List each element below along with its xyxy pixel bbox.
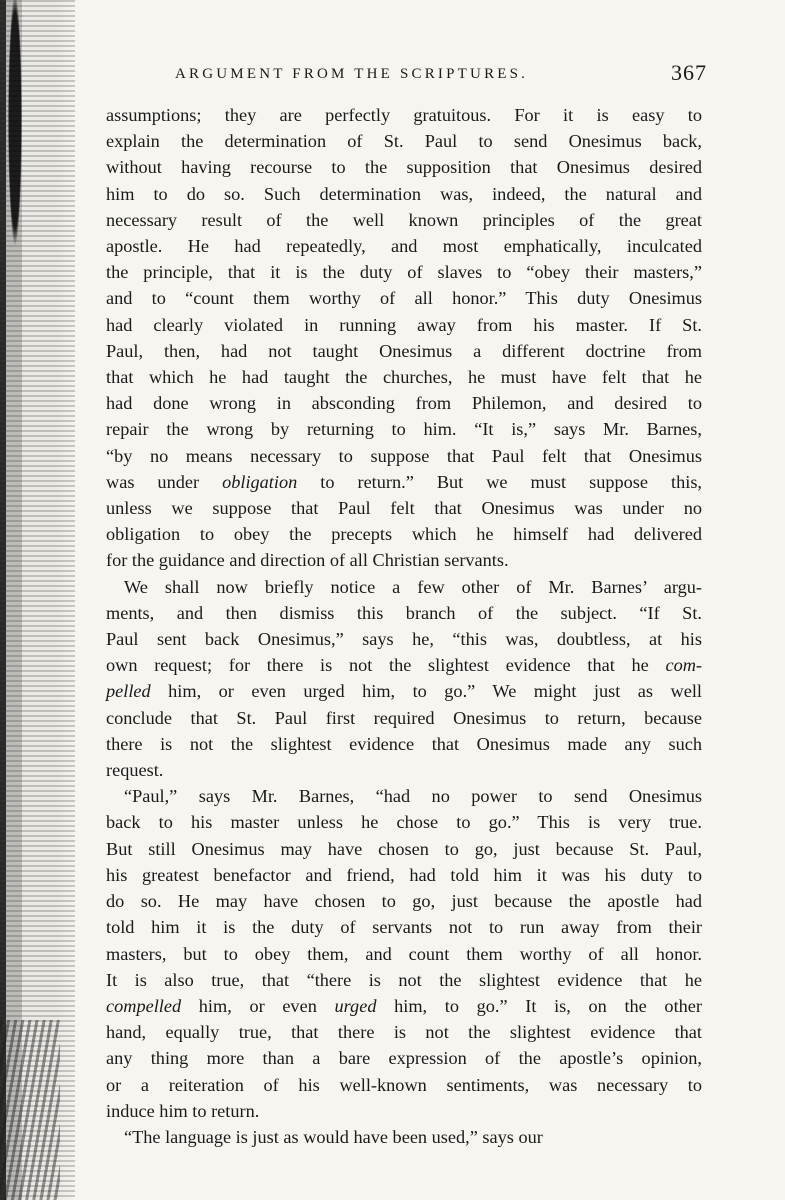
body-text bbox=[106, 102, 702, 1150]
text-line: him to do so. Such determination was, indeed, the natural and bbox=[106, 183, 702, 204]
text-line: had done wrong in absconding from Philemon, and desired to bbox=[106, 393, 702, 414]
text-line: necessary result of the well known principles of the great bbox=[106, 209, 702, 230]
text-line: was under obligation to return.” But we must suppose this, bbox=[106, 471, 703, 492]
text-line: pelled him, or even urged him, to go.” We might just as well bbox=[106, 681, 702, 702]
text-line: his greatest benefactor and friend, had told him it was his duty to bbox=[106, 864, 702, 885]
text-line: obligation to obey the precepts which he himself had delivered bbox=[106, 524, 702, 545]
italic-text: compelled bbox=[106, 995, 182, 1016]
paragraph bbox=[106, 1124, 702, 1150]
italic-text: com- bbox=[665, 655, 702, 676]
text-line: But still Onesimus may have chosen to go, just because St. Paul, bbox=[106, 838, 702, 859]
paragraph bbox=[106, 574, 702, 784]
text-line: the principle, that it is the duty of slaves to “obey their masters,” bbox=[106, 262, 702, 283]
book-binding-shadow bbox=[0, 0, 75, 1200]
running-head: ARGUMENT FROM THE SCRIPTURES. bbox=[175, 66, 529, 82]
text-line: “by no means necessary to suppose that Paul felt that Onesimus bbox=[106, 445, 702, 466]
paragraph bbox=[106, 102, 702, 574]
text-line: back to his master unless he chose to go.” This is very true. bbox=[106, 812, 702, 833]
text-line: masters, but to obey them, and count them worthy of all honor. bbox=[106, 943, 702, 964]
italic-text: pelled bbox=[106, 681, 151, 702]
text-line: Paul, then, had not taught Onesimus a different doctrine from bbox=[106, 340, 702, 361]
text-line: without having recourse to the supposition that Onesimus desired bbox=[106, 157, 702, 178]
text-line: induce him to return. bbox=[106, 1100, 260, 1121]
text-line: do so. He may have chosen to go, just because the apostle had bbox=[106, 891, 702, 912]
text-line: assumptions; they are perfectly gratuitous. For it is easy to bbox=[106, 105, 702, 125]
text-line: We shall now briefly notice a few other of Mr. Barnes’ argu- bbox=[124, 576, 702, 597]
text-line: compelled him, or even urged him, to go.” It is, on the other bbox=[106, 995, 702, 1016]
text-line: “Paul,” says Mr. Barnes, “had no power to send Onesimus bbox=[124, 786, 702, 807]
text-line: apostle. He had repeatedly, and most emphatically, inculcated bbox=[106, 236, 702, 257]
text-line: explain the determination of St. Paul to send Onesimus back, bbox=[106, 131, 702, 152]
text-line: repair the wrong by returning to him. “It is,” says Mr. Barnes, bbox=[106, 419, 702, 440]
text-line: there is not the slightest evidence that Onesimus made any such bbox=[106, 733, 702, 754]
text-line: ments, and then dismiss this branch of the subject. “If St. bbox=[106, 602, 702, 623]
text-line: unless we suppose that Paul felt that Onesimus was under no bbox=[106, 498, 702, 519]
italic-text: obligation bbox=[222, 471, 298, 492]
text-line: and to “count them worthy of all honor.” This duty Onesimus bbox=[106, 288, 702, 309]
text-line: conclude that St. Paul first required Onesimus to return, because bbox=[106, 707, 702, 728]
text-line: had clearly violated in running away from his master. If St. bbox=[106, 314, 702, 335]
italic-text: urged bbox=[334, 995, 377, 1016]
text-line: own request; for there is not the slightest evidence that he com- bbox=[106, 655, 702, 676]
text-line: request. bbox=[106, 760, 164, 781]
page-header bbox=[175, 60, 707, 92]
text-line: any thing more than a bare expression of the apostle’s opinion, bbox=[106, 1048, 702, 1069]
paragraph bbox=[106, 783, 702, 1124]
text-line: It is also true, that “there is not the slightest evidence that he bbox=[106, 969, 702, 990]
text-line: for the guidance and direction of all Christian servants. bbox=[106, 550, 509, 571]
page-number: 367 bbox=[671, 60, 707, 85]
text-line: told him it is the duty of servants not to run away from their bbox=[106, 917, 702, 938]
text-line: Paul sent back Onesimus,” says he, “this was, doubtless, at his bbox=[106, 629, 702, 650]
text-line: that which he had taught the churches, he must have felt that he bbox=[106, 367, 702, 388]
text-line: or a reiteration of his well-known sentiments, was necessary to bbox=[106, 1074, 702, 1095]
text-line: “The language is just as would have been used,” says our bbox=[124, 1126, 543, 1147]
text-line: hand, equally true, that there is not the slightest evidence that bbox=[106, 1022, 702, 1043]
